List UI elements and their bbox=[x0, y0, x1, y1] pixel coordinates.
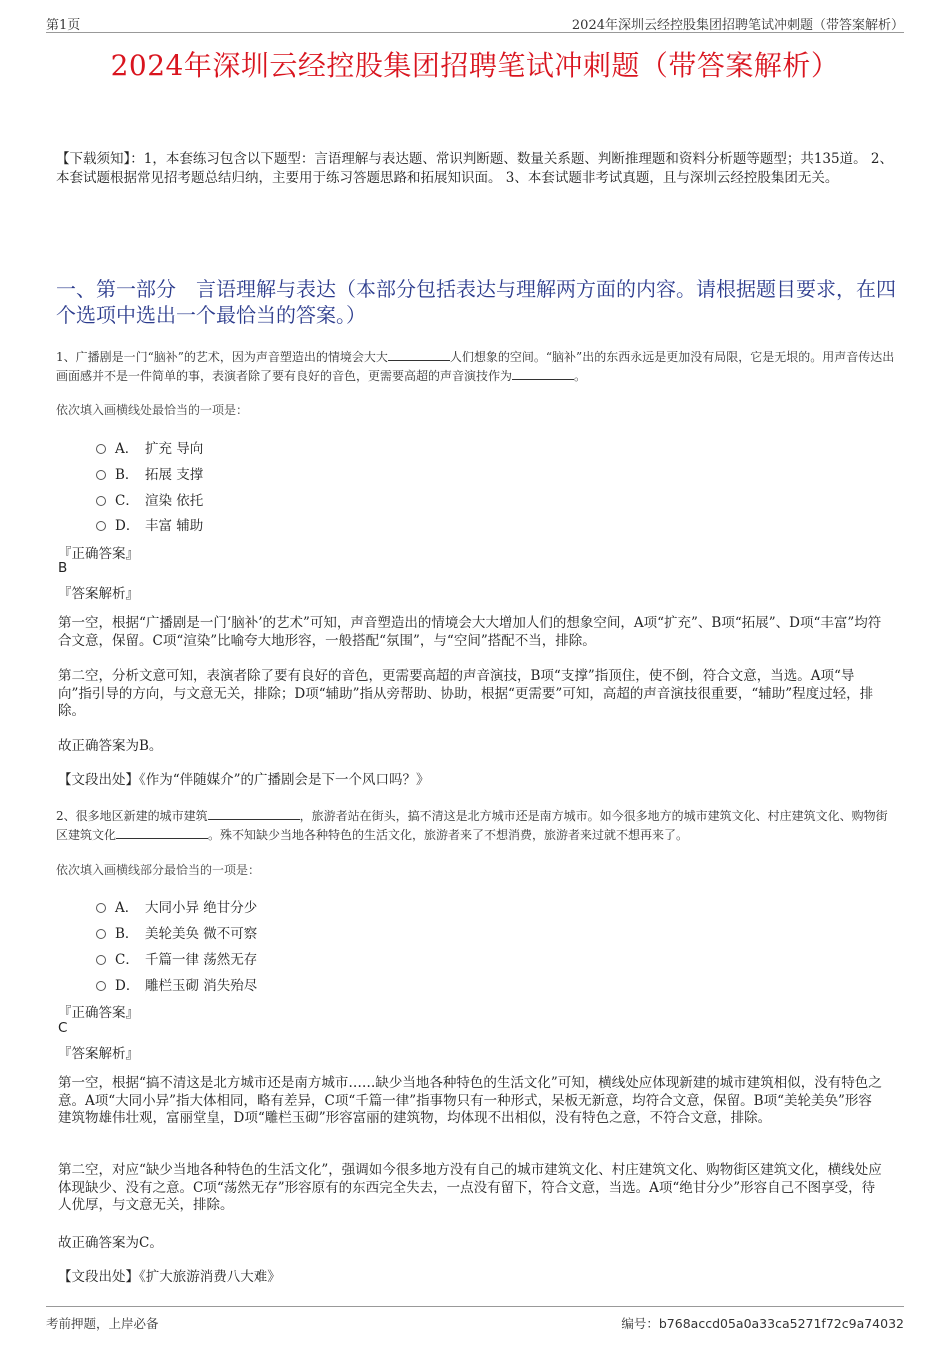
footer-slogan: 考前押题，上岸必备 bbox=[46, 1316, 159, 1331]
radio-icon[interactable] bbox=[96, 444, 106, 454]
question-2-prompt: 依次填入画横线部分最恰当的一项是： bbox=[56, 863, 261, 877]
radio-icon[interactable] bbox=[96, 981, 106, 991]
radio-icon[interactable] bbox=[96, 955, 106, 965]
source-citation: 【文段出处】《作为“伴随媒介”的广播剧会是下一个风口吗？》 bbox=[58, 772, 430, 788]
analysis-paragraph: 第一空，根据“广播剧是一门‘脑补’的艺术”可知，声音塑造出的情境会大大增加人们的想象空间，A项“扩充”、B项“拓展”、D项“丰富”均符合文意，保留。C项“渲染”比喻夸大地形容，一般搭配“氛围”，与“空间”搭配不当，排除。 bbox=[58, 615, 882, 649]
option-b[interactable]: B． 拓展 支撑 bbox=[96, 463, 203, 483]
question-1-text-c: 。 bbox=[574, 369, 587, 383]
analysis-paragraph: 第一空，根据“搞不清这是北方城市还是南方城市……缺少当地各种特色的生活文化”可知，横线处应体现新建的城市建筑相似，没有特色之意。A项“大同小异”指大体相同，略有差异，C项“千篇一律”指事物只有一种形式，呆板无新意，均符合文意，保留。B项“美轮美奂”形容建筑物雄伟壮观，富丽堂皇，D项“雕栏玉砌”形容富丽的建筑物，均体现不出相似，没有特色之意，不符合文意，排除。 bbox=[58, 1075, 882, 1126]
analysis-paragraph: 第二空，对应“缺少当地各种特色的生活文化”，强调如今很多地方没有自己的城市建筑文化、村庄建筑文化、购物街区建筑文化，横线处应体现缺少、没有之意。C项“荡然无存”形容原有的东西完全失去，一点没有留下，符合文意，当选。A项“绝甘分少”形容自己不图享受，待人优厚，与文意无关，排除。 bbox=[58, 1162, 882, 1213]
document-title: 2024年深圳云经控股集团招聘笔试冲刺题（带答案解析） bbox=[110, 49, 840, 82]
option-d[interactable]: D． 雕栏玉砌 消失殆尽 bbox=[96, 974, 257, 994]
correct-answer-label: 『正确答案』 bbox=[58, 1005, 139, 1021]
answer-blank bbox=[388, 348, 450, 361]
analysis-conclusion: 故正确答案为B。 bbox=[58, 738, 163, 754]
download-notice: 【下载须知】：1，本套练习包含以下题型：言语理解与表达题、常识判断题、数量关系题、判断推理题和资料分析题等题型；共135道。 2、本套试题根据常见招考题总结归纳，主要用于练习答题思路和拓展知识面。 3、本套试题非考试真题，且与深圳云经控股集团无关。 bbox=[56, 151, 893, 186]
option-c[interactable]: C． 渲染 依托 bbox=[96, 489, 203, 509]
correct-answer-label: 『正确答案』 bbox=[58, 546, 139, 562]
analysis-label: 『答案解析』 bbox=[58, 586, 139, 602]
radio-icon[interactable] bbox=[96, 929, 106, 939]
answer-blank bbox=[208, 807, 300, 820]
question-2-text-c: 。殊不知缺少当地各种特色的生活文化，旅游者来了不想消费，旅游者来过就不想再来了。 bbox=[208, 828, 689, 842]
source-citation: 【文段出处】《扩大旅游消费八大难》 bbox=[58, 1269, 281, 1285]
radio-icon[interactable] bbox=[96, 496, 106, 506]
option-d[interactable]: D． 丰富 辅助 bbox=[96, 514, 203, 534]
option-c[interactable]: C． 千篇一律 荡然无存 bbox=[96, 948, 257, 968]
footer-code bbox=[621, 1314, 904, 1332]
option-b[interactable]: B． 美轮美奂 微不可察 bbox=[96, 922, 257, 942]
question-1-stem bbox=[56, 348, 896, 386]
question-2-text-b: ，旅游者站在街头，搞不清这是北方城市还是南方城市。如今很多地方的城市建筑文化、村庄建筑文化、购物街区建筑文化 bbox=[56, 809, 888, 842]
radio-icon[interactable] bbox=[96, 903, 106, 913]
section-heading: 一、第一部分 言语理解与表达（本部分包括表达与理解两方面的内容。请根据题目要求，在四个选项中选出一个最恰当的答案。） bbox=[56, 277, 896, 327]
correct-answer: C bbox=[58, 1020, 68, 1036]
question-2-stem bbox=[56, 807, 896, 845]
radio-icon[interactable] bbox=[96, 470, 106, 480]
question-1-text-b: 人们想象的空间。“脑补”出的东西永远是更加没有局限，它是无垠的。用声音传达出画面感并不是一件简单的事，表演者除了要有良好的音色，更需要高超的声音演技作为 bbox=[56, 350, 895, 383]
analysis-conclusion: 故正确答案为C。 bbox=[58, 1235, 163, 1251]
option-a[interactable]: A． 大同小异 绝甘分少 bbox=[96, 896, 257, 916]
footer-code-label: 编号： bbox=[621, 1316, 659, 1331]
question-1-text-a: 1、广播剧是一门“脑补”的艺术，因为声音塑造出的情境会大大 bbox=[56, 350, 388, 364]
page-number: 第1页 bbox=[46, 18, 81, 33]
footer-code-value: b768accd05a0a33ca5271f72c9a74032 bbox=[658, 1316, 904, 1331]
page-header bbox=[46, 14, 904, 33]
option-a[interactable]: A． 扩充 导向 bbox=[96, 437, 203, 457]
radio-icon[interactable] bbox=[96, 521, 106, 531]
analysis-label: 『答案解析』 bbox=[58, 1046, 139, 1062]
question-1-prompt: 依次填入画横线处最恰当的一项是： bbox=[56, 403, 249, 417]
header-doc-title: 2024年深圳云经控股集团招聘笔试冲刺题（带答案解析） bbox=[571, 18, 904, 33]
answer-blank bbox=[512, 367, 574, 380]
page-footer bbox=[46, 1306, 904, 1335]
analysis-paragraph: 第二空，分析文意可知，表演者除了要有良好的音色，更需要高超的声音演技，B项“支撑”指顶住，使不倒，符合文意，当选。A项“导向”指引导的方向，与文意无关，排除；D项“辅助”指从旁帮助、协助，根据“更需要”可知，高超的声音演技很重要，“辅助”程度过轻，排除。 bbox=[58, 668, 874, 719]
correct-answer: B bbox=[58, 560, 68, 576]
answer-blank bbox=[116, 826, 208, 839]
question-2-text-a: 2、很多地区新建的城市建筑 bbox=[56, 809, 208, 823]
